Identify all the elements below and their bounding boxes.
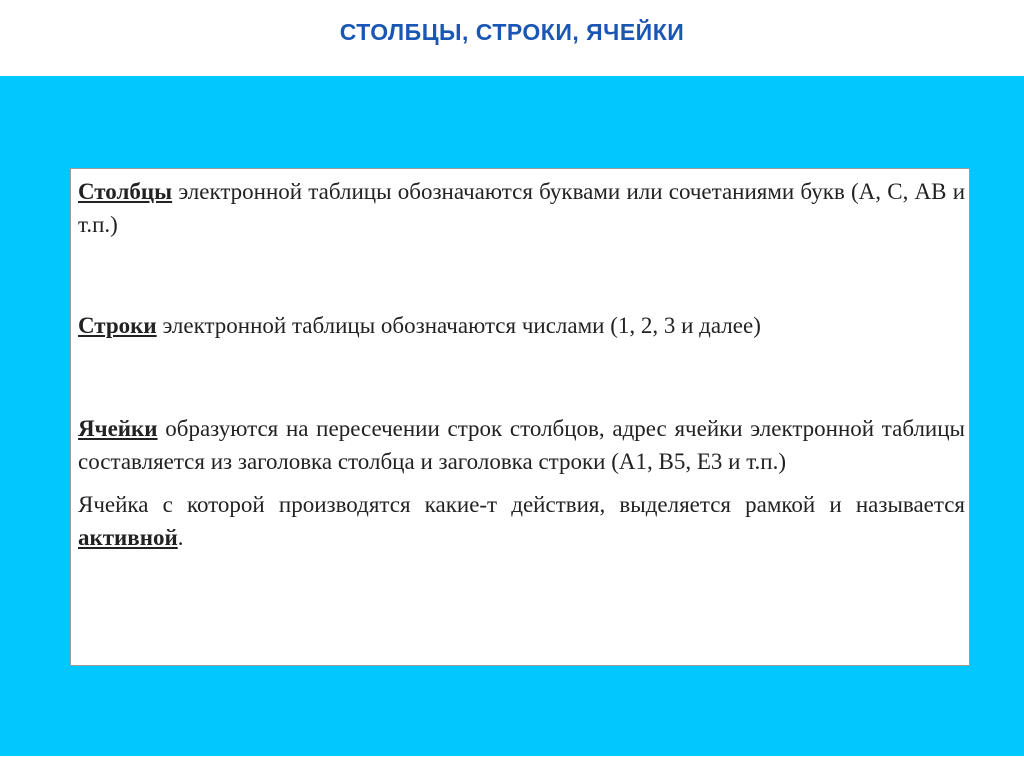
bottom-strip [0, 756, 1024, 767]
text-active-end: . [177, 525, 184, 550]
paragraph-cells [78, 412, 965, 478]
paragraph-rows [78, 309, 965, 342]
title-bar [0, 0, 1024, 76]
text-active-cell: Ячейка с которой производятся какие-т действия, выделяется рамкой и называется [78, 492, 965, 517]
text-cells: образуются на пересечении строк столбцов, адрес ячейки электронной таблицы составляется из заголовка столбца и заголовка строки (A1, B5, E3 и т.п.) [78, 416, 965, 474]
term-columns: Столбцы [78, 179, 173, 204]
term-active: активной [78, 525, 178, 550]
paragraph-active-cell [78, 488, 965, 554]
text-columns: электронной таблицы обозначаются буквами или сочетаниями букв (А, С, АВ и т.п.) [78, 179, 965, 237]
term-rows: Строки [78, 313, 157, 338]
text-rows: электронной таблицы обозначаются числами (1, 2, 3 и далее) [156, 313, 761, 338]
term-cells: Ячейки [78, 416, 158, 441]
text-card [70, 168, 970, 666]
paragraph-columns [78, 175, 965, 241]
slide-title: СТОЛБЦЫ, СТРОКИ, ЯЧЕЙКИ [339, 19, 685, 45]
